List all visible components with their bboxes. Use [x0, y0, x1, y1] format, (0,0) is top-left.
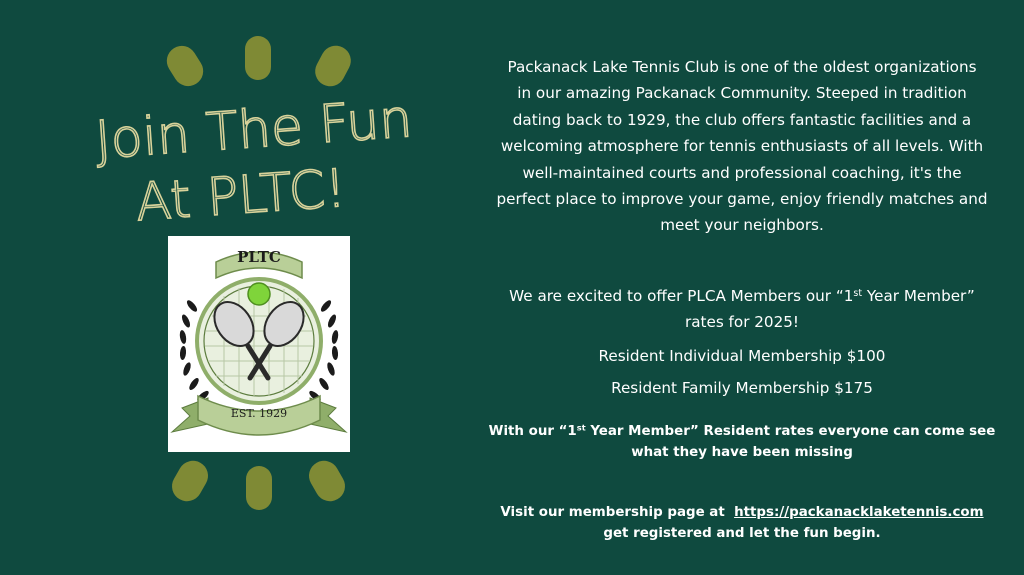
missing-line1-b: Year Member” Resident rates everyone can come see: [585, 424, 996, 439]
missing-sup: st: [576, 422, 586, 433]
visit-prefix: Visit our membership page at: [500, 505, 735, 520]
intro-line: welcoming atmosphere for tennis enthusiasts of all levels. With: [500, 137, 984, 156]
missing-text: [470, 421, 1014, 463]
rate-family: Resident Family Membership $175: [611, 379, 873, 397]
rate-individual: Resident Individual Membership $100: [598, 347, 886, 365]
offer-sup: st: [853, 287, 863, 299]
decorative-dash: [246, 466, 272, 510]
offer-line1-a: We are excited to offer PLCA Members our “1: [509, 287, 854, 305]
offer-line1: [470, 283, 1014, 309]
membership-link[interactable]: https://packanacklaketennis.com: [734, 505, 984, 520]
missing-line2: what they have been missing: [631, 445, 853, 460]
logo-banner-top: PLTC: [237, 248, 281, 266]
visit-line2: get registered and let the fun begin.: [603, 526, 881, 541]
intro-line: dating back to 1929, the club offers fantastic facilities and a: [512, 110, 972, 129]
headline: [60, 95, 460, 230]
intro-line: well-maintained courts and professional coaching, it's the: [522, 163, 962, 182]
visit-line1: [470, 502, 1014, 523]
headline-line1: Join The Fun: [93, 95, 415, 172]
offer-text: [470, 283, 1014, 336]
decorative-dash: [161, 40, 209, 92]
missing-line1: [470, 421, 1014, 442]
intro-line: in our amazing Packanack Community. Steeped in tradition: [517, 84, 967, 103]
decorative-dash: [310, 40, 356, 91]
intro-paragraph: [470, 54, 1014, 239]
headline-line2: At PLTC!: [133, 158, 348, 230]
intro-line: Packanack Lake Tennis Club is one of the oldest organizations: [507, 58, 977, 76]
missing-line1-a: With our “1: [488, 424, 577, 439]
offer-line1-b: Year Member”: [862, 287, 975, 305]
decorative-dash: [167, 455, 214, 506]
intro-line: meet your neighbors.: [660, 216, 824, 235]
pltc-logo: [168, 236, 350, 452]
decorative-dash: [304, 455, 351, 506]
offer-line2: rates for 2025!: [684, 313, 800, 332]
decorative-dash: [245, 36, 271, 80]
visit-text: [470, 502, 1014, 544]
logo-banner-bottom: EST. 1929: [230, 407, 288, 420]
intro-line: perfect place to improve your game, enjoy friendly matches and: [496, 190, 988, 209]
